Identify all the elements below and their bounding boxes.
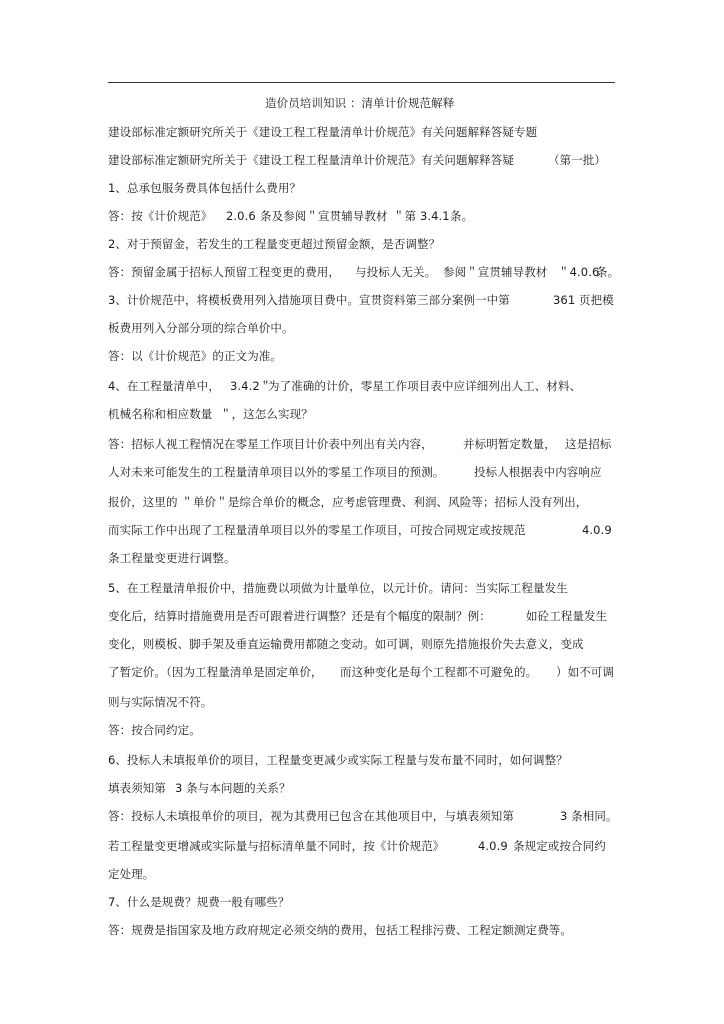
answer-text: 参阅＂宣贯辅导教材 [443,265,548,279]
answer-text: 若工程量变更增减或实际量与招标清单量不同时，按《计价规范》 [108,839,445,853]
question-text: 为了准确的计价，零星工作项目表中应详细列出人工、材料、 [268,379,582,393]
answer-text: 答：以《计价规范》的正文为准。 [108,349,282,363]
answer-text: 投标人根据表中内容响应 [474,465,602,479]
line-text: 建设部标准定额研究所关于《建设工程工程量清单计价规范》有关问题解释答疑 [108,153,514,167]
question-text: 3、计价规范中，将模板费用列入措施项目费中。宣贯资料第三部分案例一中第 [108,293,510,307]
answer-text: 答：投标人未填报单价的项目，视为其费用已包含在其他项目中，与填表须知第 [108,809,514,823]
answer-text: 这是招标 [565,437,612,451]
header-rule [108,82,615,83]
question-text: 4、在工程量清单中， [108,379,220,393]
answer-text: 条。 [450,209,474,223]
document-title: 造价员培训知识 ：清单计价规范解释 [265,96,455,110]
answer-text: 定处理。 [108,867,155,881]
question-text: 5、在工程量清单报价中，措施费以项做为计量单位，以元计价。请问：当实际工程量发生 [108,581,568,595]
answer-text: 4.0.9 [582,523,612,537]
question-text: 填表须知第 [108,781,166,795]
answer-text: 条及参阅＂宣贯辅导教材 [260,209,388,223]
answer-text: 并标明暂定数量， [463,437,556,451]
question-text: 3.4.2＂ [230,379,272,393]
question-text: 了暂定价。（因为工程量清单是固定单价， [108,665,323,679]
answer-text: 条规定或按合同约 [513,839,606,853]
line-text: （第一批） [548,153,606,167]
question-text: ）如不可调 [556,665,614,679]
question-text: 板费用列入分部分项的综合单价中。 [108,321,294,335]
line-text: 建设部标准定额研究所关于《建设工程工程量清单计价规范》有关问题解释答疑专题 [108,125,538,139]
question-text: 变化，则模板、脚手架及垂直运输费用都随之变动。如可调，则原先措施报价失去意义，变成 [108,637,584,651]
question-text: 7、什么是规费？规费一般有哪些？ [108,895,290,909]
answer-text: 答：规费是指国家及地方政府规定必须交纳的费用，包括工程排污费、工程定额测定费等。 [108,923,572,937]
answer-text: 人对未来可能发生的工程量清单项目以外的零星工作项目的预测。 [108,465,445,479]
question-text: 361 页把模 [553,293,614,307]
answer-text: 3 条相同。 [560,809,618,823]
answer-text: 条工程量变更进行调整。 [108,551,236,565]
question-text: 机械名称和相应数量 [108,407,213,421]
question-text: 则与实际情况不符。 [108,695,213,709]
answer-text: ＂第 3.4.1 [393,209,450,223]
answer-text: 而实际工作中出现了工程量清单项目以外的零星工作项目，可按合同规定或按规范 [108,523,526,537]
question-text: ＂，这怎么实现？ [220,407,313,421]
answer-text: 2.0.6 [226,209,256,223]
question-text: 1、总承包服务费具体包括什么费用？ [108,181,302,195]
question-text: 而这种变化是每个工程都不可避免的。 [340,665,538,679]
answer-text: 答：招标人视工程情况在零星工作项目计价表中列出有关内容， [108,437,433,451]
answer-text: 4.0.9 [478,839,508,853]
question-text: 如砼工程量发生 [526,609,608,623]
question-text: 2、对于预留金，若发生的工程量变更超过预留金额，是否调整？ [108,237,441,251]
question-text: 变化后，结算时措施费用是否可跟着进行调整？还是有个幅度的限制？例： [108,609,491,623]
answer-text: 答：按《计价规范》 [108,209,213,223]
answer-text: 条。 [596,265,620,279]
answer-text: 与投标人无关。 [355,265,437,279]
answer-text: 报价，这里的 ＂单价＂是综合单价的概念，应考虑管理费、利润、风险等；招标人没有列出， [108,495,588,509]
question-text: 3 条与本问题的关系？ [175,781,291,795]
question-text: 6、投标人未填报单价的项目，工程量变更减少或实际工程量与发布量不同时，如何调整？ [108,753,568,767]
answer-text: 答：预留金属于招标人预留工程变更的费用， [108,265,340,279]
answer-text: ＂4.0.6 [558,265,600,279]
answer-text: 答：按合同约定。 [108,723,201,737]
